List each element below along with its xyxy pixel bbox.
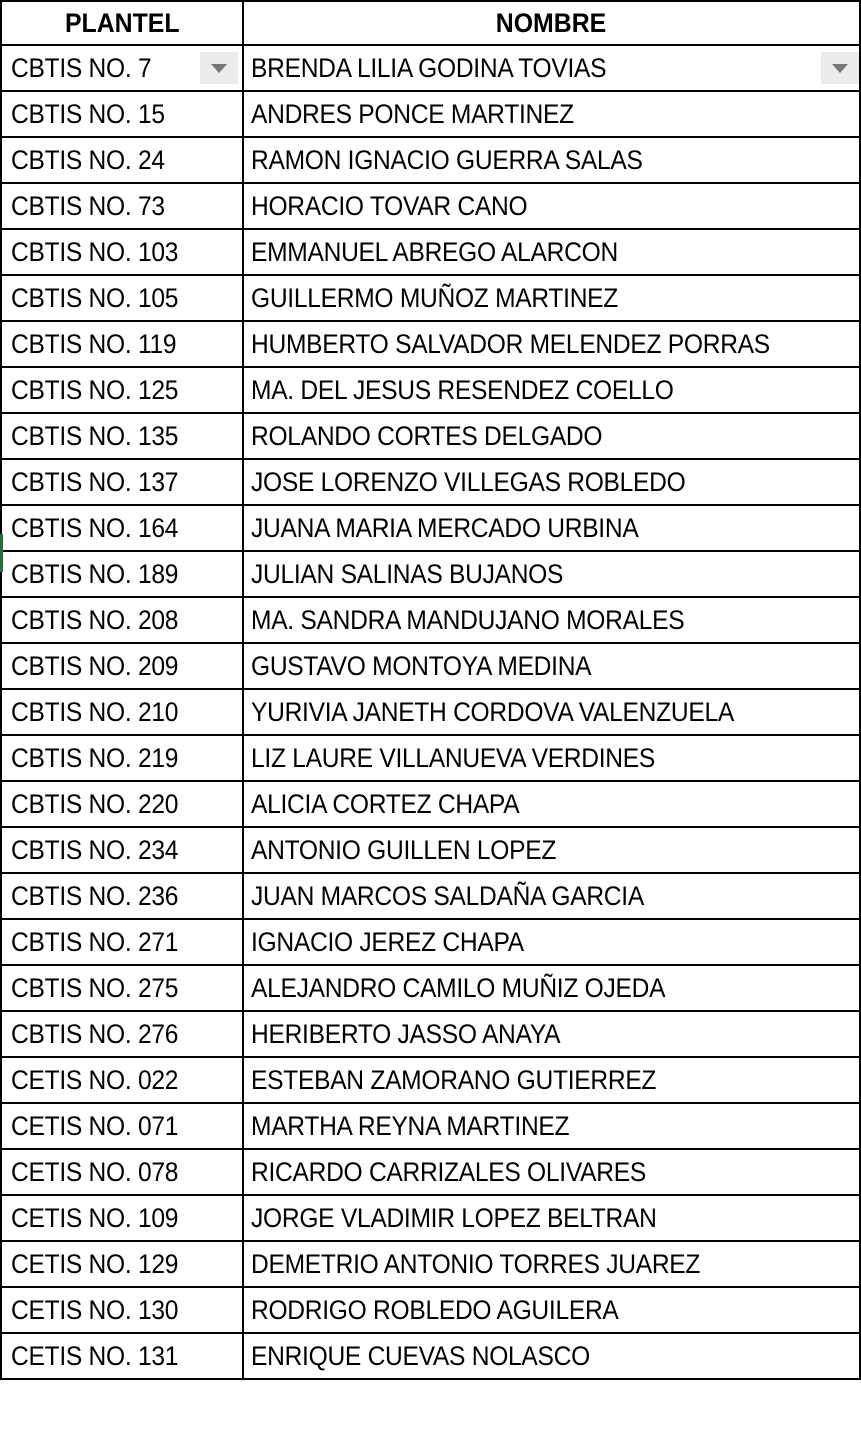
nombre-cell[interactable]: [243, 367, 860, 413]
nombre-value: ROLANDO CORTES DELGADO: [250, 420, 602, 451]
plantel-value: CBTIS NO. 24: [11, 144, 165, 175]
table-row: [1, 1241, 860, 1287]
nombre-cell[interactable]: [243, 91, 860, 137]
table-row: [1, 1333, 860, 1379]
plantel-cell[interactable]: [1, 1057, 243, 1103]
nombre-cell[interactable]: [243, 321, 860, 367]
plantel-cell[interactable]: [1, 229, 243, 275]
plantel-value: CBTIS NO. 137: [11, 466, 179, 497]
plantel-cell[interactable]: [1, 551, 243, 597]
plantel-cell[interactable]: [1, 873, 243, 919]
table-row: [1, 459, 860, 505]
table-row: [1, 597, 860, 643]
plantel-cell[interactable]: [1, 137, 243, 183]
nombre-value: DEMETRIO ANTONIO TORRES JUAREZ: [250, 1248, 700, 1279]
table-row: [1, 551, 860, 597]
table-row: [1, 1011, 860, 1057]
nombre-cell[interactable]: [243, 1011, 860, 1057]
plantel-cell[interactable]: [1, 643, 243, 689]
nombre-cell[interactable]: [243, 229, 860, 275]
nombre-value: JORGE VLADIMIR LOPEZ BELTRAN: [250, 1202, 657, 1233]
nombre-cell[interactable]: [243, 689, 860, 735]
nombre-cell[interactable]: [243, 781, 860, 827]
plantel-value: CBTIS NO. 209: [11, 650, 179, 681]
table-row: [1, 873, 860, 919]
plantel-cell[interactable]: [1, 919, 243, 965]
nombre-cell[interactable]: [243, 873, 860, 919]
nombre-cell[interactable]: [243, 459, 860, 505]
nombre-value: MA. DEL JESUS RESENDEZ COELLO: [250, 374, 674, 405]
nombre-value: MA. SANDRA MANDUJANO MORALES: [250, 604, 685, 635]
plantel-cell[interactable]: [1, 183, 243, 229]
plantel-value: CETIS NO. 078: [11, 1156, 179, 1187]
plantel-value: CETIS NO. 071: [11, 1110, 179, 1141]
plantel-value: CBTIS NO. 271: [11, 926, 179, 957]
nombre-value: JULIAN SALINAS BUJANOS: [250, 558, 563, 589]
nombre-value: JUANA MARIA MERCADO URBINA: [250, 512, 639, 543]
nombre-cell[interactable]: [243, 183, 860, 229]
table-row: [1, 689, 860, 735]
plantel-value: CBTIS NO. 276: [11, 1018, 179, 1049]
nombre-value: LIZ LAURE VILLANUEVA VERDINES: [250, 742, 655, 773]
nombre-cell[interactable]: [243, 1195, 860, 1241]
nombre-value: ENRIQUE CUEVAS NOLASCO: [250, 1340, 590, 1371]
plantel-cell[interactable]: [1, 1195, 243, 1241]
nombre-value: HERIBERTO JASSO ANAYA: [250, 1018, 560, 1049]
nombre-value: HUMBERTO SALVADOR MELENDEZ PORRAS: [250, 328, 770, 359]
nombre-value: JUAN MARCOS SALDAÑA GARCIA: [250, 880, 644, 911]
plantel-value: CBTIS NO. 73: [11, 190, 165, 221]
plantel-value: CBTIS NO. 234: [11, 834, 179, 865]
plantel-cell[interactable]: [1, 1333, 243, 1379]
table-row: [1, 183, 860, 229]
nombre-cell[interactable]: [243, 45, 860, 91]
table-row: [1, 735, 860, 781]
nombre-cell[interactable]: [243, 1287, 860, 1333]
column-header-nombre[interactable]: [243, 1, 860, 45]
nombre-value: JOSE LORENZO VILLEGAS ROBLEDO: [250, 466, 686, 497]
chevron-down-icon: [832, 64, 848, 73]
plantel-cell[interactable]: [1, 367, 243, 413]
nombre-value: BRENDA LILIA GODINA TOVIAS: [250, 52, 606, 83]
plantel-cell[interactable]: [1, 91, 243, 137]
nombre-cell[interactable]: [243, 827, 860, 873]
nombre-cell[interactable]: [243, 505, 860, 551]
nombre-value: RAMON IGNACIO GUERRA SALAS: [250, 144, 643, 175]
table-row: [1, 1057, 860, 1103]
nombre-value: ALICIA CORTEZ CHAPA: [250, 788, 520, 819]
nombre-cell[interactable]: [243, 275, 860, 321]
plantel-cell[interactable]: [1, 1011, 243, 1057]
nombre-cell[interactable]: [243, 137, 860, 183]
plantel-value: CBTIS NO. 275: [11, 972, 179, 1003]
nombre-cell[interactable]: [243, 413, 860, 459]
header-row: [1, 1, 860, 45]
nombre-cell[interactable]: [243, 643, 860, 689]
table-row: [1, 1195, 860, 1241]
nombre-value: MARTHA REYNA MARTINEZ: [250, 1110, 569, 1141]
plantel-value: CBTIS NO. 208: [11, 604, 179, 635]
nombre-cell[interactable]: [243, 1241, 860, 1287]
plantel-value: CETIS NO. 131: [11, 1340, 179, 1371]
table-row: [1, 137, 860, 183]
table-row: [1, 229, 860, 275]
plantel-cell[interactable]: [1, 505, 243, 551]
plantel-cell[interactable]: [1, 1287, 243, 1333]
plantel-value: CBTIS NO. 119: [11, 328, 177, 359]
chevron-down-icon: [211, 64, 227, 73]
table-row: [1, 367, 860, 413]
table-row: [1, 275, 860, 321]
plantel-cell[interactable]: [1, 321, 243, 367]
plantel-value: CETIS NO. 022: [11, 1064, 179, 1095]
plantel-dropdown-button[interactable]: [200, 52, 238, 84]
plantel-value: CBTIS NO. 15: [11, 98, 165, 129]
plantel-cell[interactable]: [1, 689, 243, 735]
nombre-cell[interactable]: [243, 1103, 860, 1149]
plantel-value: CBTIS NO. 219: [11, 742, 179, 773]
table-body: [1, 45, 860, 1379]
plantel-value: CBTIS NO. 164: [11, 512, 179, 543]
nombre-value: IGNACIO JEREZ CHAPA: [250, 926, 524, 957]
plantel-cell[interactable]: [1, 827, 243, 873]
plantel-cell[interactable]: [1, 965, 243, 1011]
table-row: [1, 643, 860, 689]
selection-marker: [0, 534, 3, 572]
nombre-value: ESTEBAN ZAMORANO GUTIERREZ: [250, 1064, 656, 1095]
plantel-cell[interactable]: [1, 275, 243, 321]
plantel-value: CBTIS NO. 7: [11, 52, 152, 83]
nombre-value: GUSTAVO MONTOYA MEDINA: [250, 650, 591, 681]
table-row: [1, 505, 860, 551]
plantel-value: CBTIS NO. 125: [11, 374, 179, 405]
table-row: [1, 965, 860, 1011]
nombre-cell[interactable]: [243, 597, 860, 643]
plantel-cell[interactable]: [1, 413, 243, 459]
table-row: [1, 1103, 860, 1149]
plantel-value: CBTIS NO. 210: [11, 696, 179, 727]
plantel-value: CBTIS NO. 135: [11, 420, 179, 451]
nombre-value: ALEJANDRO CAMILO MUÑIZ OJEDA: [250, 972, 665, 1003]
nombre-dropdown-button[interactable]: [821, 52, 859, 84]
table-row: [1, 827, 860, 873]
nombre-value: ANDRES PONCE MARTINEZ: [250, 98, 574, 129]
table-row: [1, 919, 860, 965]
table-row: [1, 1149, 860, 1195]
nombre-value: RICARDO CARRIZALES OLIVARES: [250, 1156, 646, 1187]
plantel-value: CBTIS NO. 189: [11, 558, 179, 589]
nombre-cell[interactable]: [243, 1333, 860, 1379]
plantel-cell[interactable]: [1, 597, 243, 643]
nombre-cell[interactable]: [243, 1149, 860, 1195]
plantel-cell[interactable]: [1, 1241, 243, 1287]
nombre-cell[interactable]: [243, 551, 860, 597]
nombre-cell[interactable]: [243, 735, 860, 781]
plantel-value: CBTIS NO. 103: [11, 236, 179, 267]
nombre-value: HORACIO TOVAR CANO: [250, 190, 527, 221]
column-header-plantel[interactable]: [1, 1, 243, 45]
plantel-value: CBTIS NO. 105: [11, 282, 179, 313]
nombre-cell[interactable]: [243, 919, 860, 965]
plantel-cell[interactable]: [1, 1103, 243, 1149]
plantel-value: CETIS NO. 109: [11, 1202, 179, 1233]
plantel-cell[interactable]: [1, 45, 243, 91]
plantel-value: CETIS NO. 129: [11, 1248, 179, 1279]
column-header-plantel-label: PLANTEL: [64, 7, 180, 38]
plantel-value: CBTIS NO. 236: [11, 880, 179, 911]
column-header-nombre-label: NOMBRE: [496, 7, 607, 38]
nombre-cell[interactable]: [243, 965, 860, 1011]
table-row: [1, 91, 860, 137]
table-row: [1, 1287, 860, 1333]
nombre-value: YURIVIA JANETH CORDOVA VALENZUELA: [250, 696, 734, 727]
plantel-value: CBTIS NO. 220: [11, 788, 179, 819]
table-row: [1, 781, 860, 827]
table-row: [1, 321, 860, 367]
plantel-cell[interactable]: [1, 459, 243, 505]
plantel-cell[interactable]: [1, 1149, 243, 1195]
plantel-cell[interactable]: [1, 781, 243, 827]
table-row: [1, 413, 860, 459]
nombre-value: ANTONIO GUILLEN LOPEZ: [250, 834, 556, 865]
table-row: [1, 45, 860, 91]
plantel-cell[interactable]: [1, 735, 243, 781]
nombre-value: GUILLERMO MUÑOZ MARTINEZ: [250, 282, 618, 313]
plantel-value: CETIS NO. 130: [11, 1294, 179, 1325]
nombre-value: EMMANUEL ABREGO ALARCON: [250, 236, 618, 267]
nombre-cell[interactable]: [243, 1057, 860, 1103]
nombre-value: RODRIGO ROBLEDO AGUILERA: [250, 1294, 619, 1325]
